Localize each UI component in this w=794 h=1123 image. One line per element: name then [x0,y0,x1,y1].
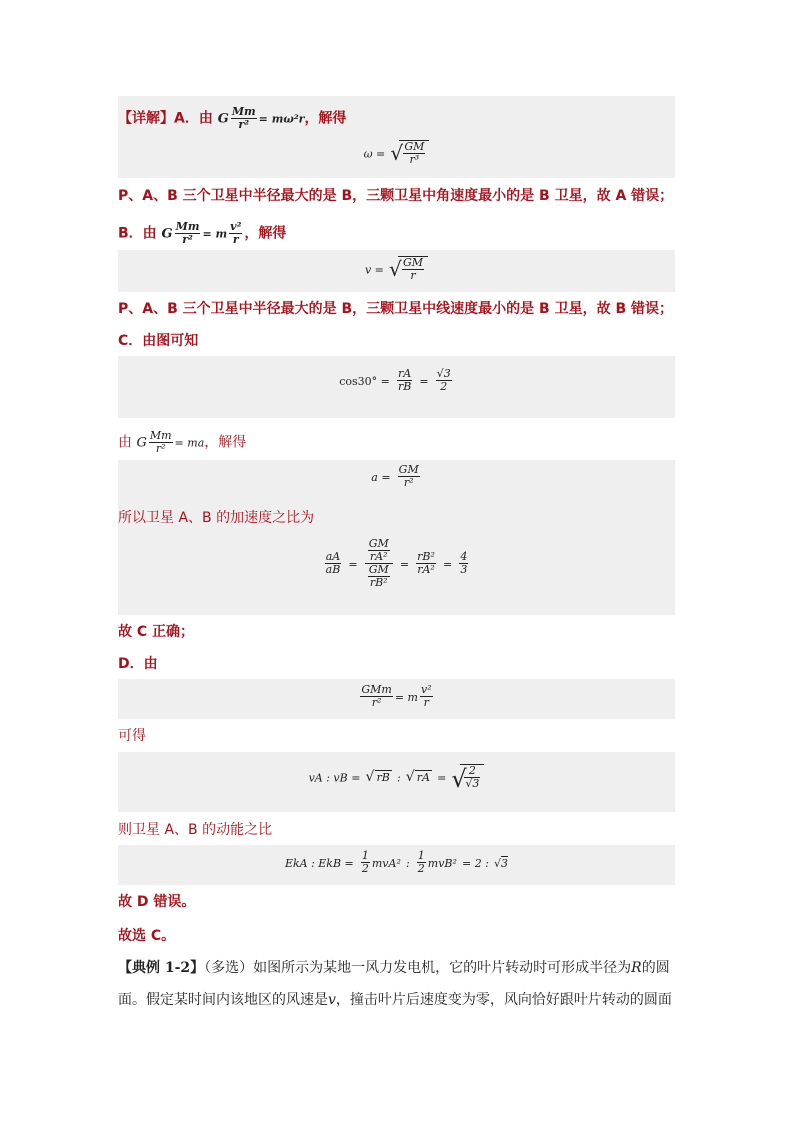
part-b-line: B．由 G $\frac{Mm}{\text{r²}}$ = m $\frac{\text{v²}}{r}$ ，解得 [118,220,287,246]
part-b-conclusion: P、A、B 三个卫星中半径最大的是 B，三颗卫星中线速度最小的是 B 卫星，故 B 错误； [118,301,674,317]
example-line-1: 【典例 1-2】（多选）如图所示为某地一风力发电机，它的叶片转动时可形成半径为R的圆 [118,960,670,976]
final-answer: 故选 C。 [118,928,176,944]
part-b-frac: $\frac{Mm}{\text{r²}}$ [175,220,200,246]
nested-fraction: $\frac{\frac{GM}{\text{rA²}}}{\frac{GM}{\text{rB²}}}$ [365,538,393,589]
sqrt-symbol: √ $\frac{2}{√3}$ [451,764,484,790]
part-c-by-line: 由 G $\frac{Mm}{\text{r²}}$ = ma，解得 [118,429,247,455]
part-a-frac: $\frac{Mm}{\text{r²}}$ [231,105,256,131]
ke-ratio-formula: EkA : EkB = $\frac{1}{2}$ mvA² : $\frac{1}{2}$ mvB² = 2 : √3 [284,849,509,875]
part-a-suffix: ，解得 [304,110,347,127]
part-c-lead: C．由图可知 [118,333,199,349]
part-d-can: 可得 [118,728,146,744]
v-ratio-formula: vA : vB = √ rB : √ rA = √ $\frac{2}{√3}$ [118,764,675,790]
part-a-line: 【详解】A．由 G $\frac{Mm}{\text{r²}}$ = mω²r，解得 [118,105,347,131]
part-d-ke-text: 则卫星 A、B 的动能之比 [118,822,273,838]
sqrt-symbol: √ $\frac{GM}{\text{r³}}$ [390,140,429,166]
part-d-lead: D．由 [118,656,158,672]
part-c-conclusion: 故 C 正确； [118,624,195,640]
sqrt-symbol: √ rA [405,769,430,785]
part-a-conclusion: P、A、B 三个卫星中半径最大的是 B，三颗卫星中角速度最小的是 B 卫星，故 A 错误； [118,188,674,204]
part-c-ratio-text: 所以卫星 A、B 的加速度之比为 [118,510,315,526]
sqrt-symbol: √ $\frac{GM}{r}$ [389,256,428,282]
part-d-conclusion: 故 D 错误。 [118,894,196,910]
v-formula: v = √ $\frac{GM}{r}$ [118,256,675,282]
example-line-2: 面。假定某时间内该地区的风速是v，撞击叶片后速度变为零，风向恰好跟叶片转动的圆面 [118,992,672,1008]
omega-formula: ω = √ $\frac{GM}{\text{r³}}$ [118,140,675,166]
part-a-lead: A．由 [174,110,213,127]
detail-label: 【详解】 [118,110,174,127]
part-b-frac2: $\frac{\text{v²}}{r}$ [230,220,242,246]
d-force-formula: $\frac{\text{GMm}}{\text{r²}}$ = m $\frac{\text{v²}}{r}$ [361,683,432,709]
cos-formula: cos30° = $\frac{rA}{rB}$ = $\frac{√3}{2}$ [339,367,451,393]
sqrt-symbol: √ rB [365,769,390,785]
part-a-rhs: = mω²r [258,112,305,126]
acc-ratio-formula: $\frac{aA}{aB}$ = $\frac{\frac{GM}{\text{rA²}}}{\frac{GM}{\text{rB²}}}$ = $\frac{\text{rB²}}{\text{rA²}}$ = $\frac{4}{3}$ [325,537,468,589]
acc-formula: a = $\frac{GM}{\text{r²}}$ [371,463,419,489]
